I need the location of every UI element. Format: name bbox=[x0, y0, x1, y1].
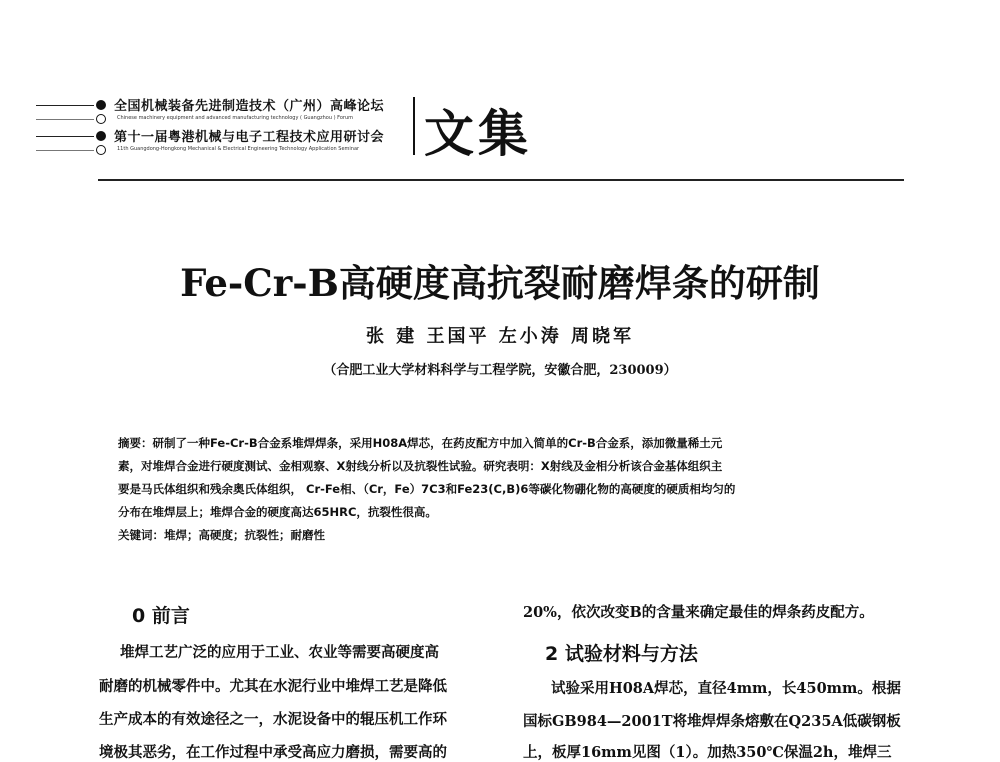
body-line: 上，板厚16mm见图（1）。加热350℃保温2h，堆焊三 bbox=[523, 744, 892, 761]
keywords-line: 关键词：堆焊；高硬度；抗裂性；耐磨性 bbox=[118, 528, 325, 542]
header-bullet-2 bbox=[96, 114, 106, 124]
body-line: 境极其恶劣，在工作过程中承受高应力磨损，需要高的 bbox=[99, 744, 447, 761]
abstract-line: 要是马氏体组织和残余奥氏体组织， Cr-Fe相、（Cr，Fe）7C3和Fe23(C,B)6等碳化物硼化物的高硬度的硬质相均匀的 bbox=[118, 482, 736, 496]
header-rule-3 bbox=[36, 136, 94, 137]
header-bullet-4 bbox=[96, 145, 106, 155]
header-rule-2 bbox=[36, 119, 94, 120]
collection-label: 文集 bbox=[424, 105, 532, 163]
abstract-line: 素，对堆焊合金进行硬度测试、金相观察、X射线分析以及抗裂性试验。研究表明：X射线及金相分析该合金基体组织主 bbox=[118, 459, 723, 473]
header-rule-4 bbox=[36, 150, 94, 151]
paper-affiliation: （合肥工业大学材料科学与工程学院，安徽合肥，230009） bbox=[323, 363, 677, 378]
body-line: 生产成本的有效途径之一，水泥设备中的辊压机工作环 bbox=[99, 711, 447, 728]
header-bullet-3 bbox=[96, 131, 106, 141]
seminar-title-cn: 第十一届粤港机械与电子工程技术应用研讨会 bbox=[114, 130, 385, 145]
body-line: 国标GB984—2001T将堆焊焊条熔敷在Q235A低碳钢板 bbox=[523, 713, 901, 730]
body-line: 试验采用H08A焊芯，直径4mm，长450mm。根据 bbox=[551, 680, 901, 697]
section-heading-materials: 2 试验材料与方法 bbox=[545, 643, 698, 665]
seminar-title-en: 11th Guangdong-Hongkong Mechanical & Electrical Engineering Technology Application Seminar bbox=[117, 146, 360, 152]
forum-title-en: Chinese machinery equipment and advanced manufacturing technology ( Guangzhou ) Forum bbox=[117, 115, 354, 121]
forum-title-cn: 全国机械装备先进制造技术（广州）高峰论坛 bbox=[114, 99, 385, 114]
header-rule-1 bbox=[36, 105, 94, 106]
paper-authors: 张 建 王国平 左小涛 周晓军 bbox=[365, 326, 635, 347]
body-line: 堆焊工艺广泛的应用于工业、农业等需要高硬度高 bbox=[120, 644, 439, 661]
body-line: 耐磨的机械零件中。尤其在水泥行业中堆焊工艺是降低 bbox=[99, 678, 447, 695]
header-bullet-1 bbox=[96, 100, 106, 110]
body-line: 20%，依次改变B的含量来确定最佳的焊条药皮配方。 bbox=[523, 604, 874, 621]
header-divider bbox=[413, 97, 415, 155]
abstract-line: 摘要：研制了一种Fe-Cr-B合金系堆焊焊条，采用H08A焊芯，在药皮配方中加入简单的Cr-B合金系，添加微量稀土元 bbox=[118, 436, 723, 450]
paper-title: Fe-Cr-B高硬度高抗裂耐磨焊条的研制 bbox=[180, 261, 820, 305]
section-heading-intro: 0 前言 bbox=[132, 605, 190, 627]
abstract-line: 分布在堆焊层上；堆焊合金的硬度高达65HRC，抗裂性很高。 bbox=[118, 505, 437, 519]
header-bottom-rule bbox=[98, 179, 904, 181]
